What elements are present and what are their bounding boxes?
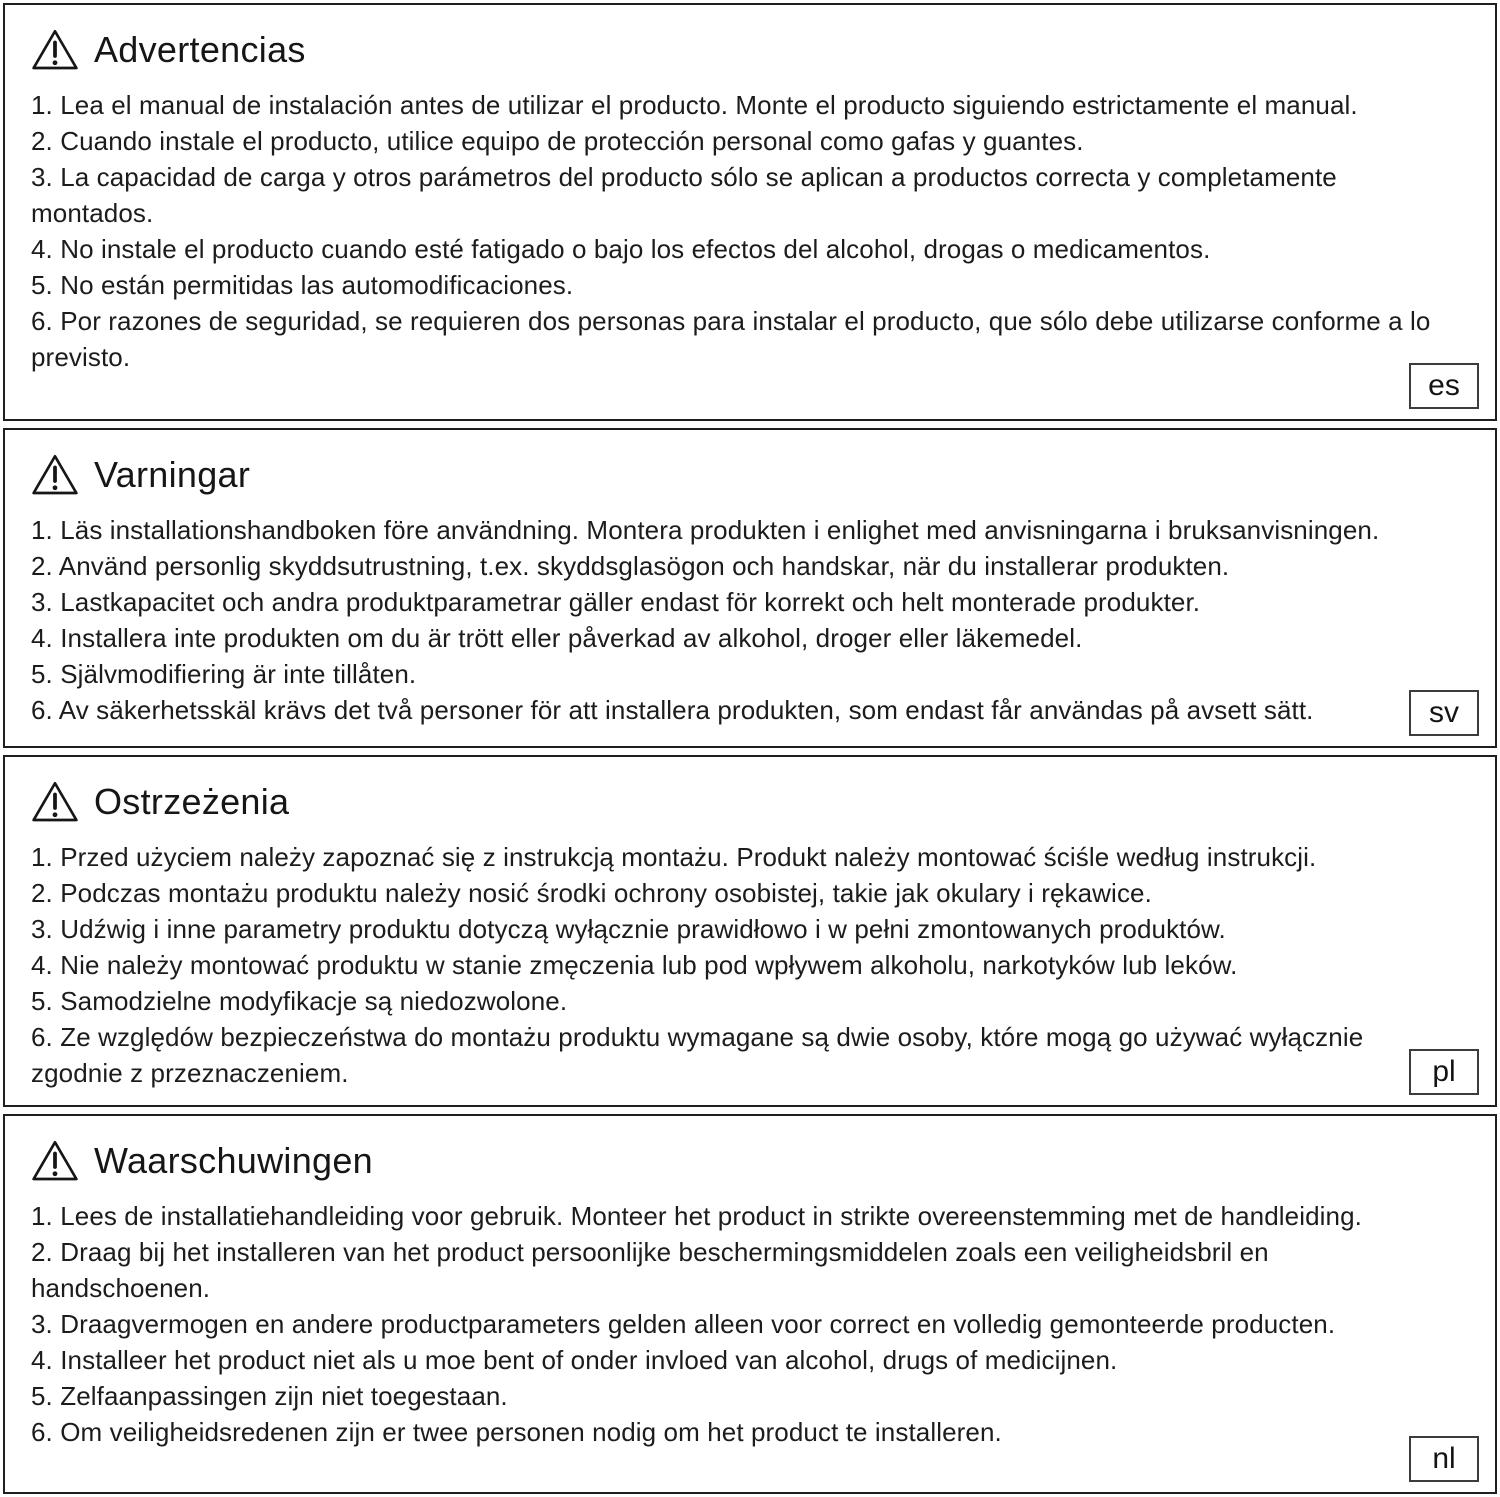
warning-list: [31, 512, 1483, 728]
language-badge: sv: [1409, 690, 1479, 736]
section-header: [31, 1136, 1483, 1186]
warning-list: [31, 87, 1483, 375]
warning-item: 1. Läs installationshandboken före användning. Montera produkten i enlighet med anvisningarna i bruksanvisningen.: [31, 515, 1380, 545]
warning-item: 5. Självmodifiering är inte tillåten.: [31, 659, 417, 689]
warning-section-pl: [3, 755, 1497, 1107]
warning-item: 1. Lees de installatiehandleiding voor gebruik. Monteer het product in strikte overeenstemming met de handleiding.: [31, 1201, 1362, 1231]
warning-section-nl: [3, 1114, 1497, 1494]
section-title: Ostrzeżenia: [94, 781, 290, 822]
language-badge: nl: [1409, 1436, 1479, 1482]
warning-item: 4. No instale el producto cuando esté fatigado o bajo los efectos del alcohol, drogas o medicamentos.: [31, 234, 1211, 264]
warning-item: 2. Draag bij het installeren van het product persoonlijke beschermingsmiddelen zoals een veiligheidsbril en handschoenen.: [31, 1237, 1269, 1303]
warning-item: 4. Installeer het product niet als u moe bent of onder invloed van alcohol, drugs of medicijnen.: [31, 1345, 1118, 1375]
warning-section-es: [3, 3, 1497, 421]
warning-triangle-icon: [31, 780, 79, 824]
warning-item: 6. Om veiligheidsredenen zijn er twee personen nodig om het product te installeren.: [31, 1417, 1002, 1447]
section-title: Waarschuwingen: [94, 1140, 373, 1181]
warning-item: 5. Samodzielne modyfikacje są niedozwolone.: [31, 986, 568, 1016]
language-badge: pl: [1409, 1049, 1479, 1095]
section-title: Advertencias: [94, 29, 306, 70]
warning-item: 3. Draagvermogen en andere productparameters gelden alleen voor correct en volledig gemonteerde producten.: [31, 1309, 1336, 1339]
language-badge: es: [1409, 363, 1479, 409]
warning-list: [31, 1198, 1483, 1450]
warning-item: 2. Använd personlig skyddsutrustning, t.ex. skyddsglasögon och handskar, när du installerar produkten.: [31, 551, 1230, 581]
warning-item: 3. Lastkapacitet och andra produktparametrar gäller endast för korrekt och helt monterade produkter.: [31, 587, 1201, 617]
warning-item: 6. Av säkerhetsskäl krävs det två personer för att installera produkten, som endast får användas på avsett sätt.: [31, 695, 1314, 725]
section-header: [31, 450, 1483, 500]
warning-item: 1. Lea el manual de instalación antes de utilizar el producto. Monte el producto siguiendo estrictamente el manual.: [31, 90, 1358, 120]
warning-triangle-icon: [31, 1139, 79, 1183]
warning-item: 5. Zelfaanpassingen zijn niet toegestaan.: [31, 1381, 508, 1411]
warning-item: 2. Podczas montażu produktu należy nosić środki ochrony osobistej, takie jak okulary i rękawice.: [31, 878, 1152, 908]
section-title: Varningar: [94, 454, 251, 495]
section-header: [31, 25, 1483, 75]
warning-triangle-icon: [31, 453, 79, 497]
warning-item: 4. Installera inte produkten om du är trött eller påverkad av alkohol, droger eller läkemedel.: [31, 623, 1083, 653]
section-header: [31, 777, 1483, 827]
warning-item: 2. Cuando instale el producto, utilice equipo de protección personal como gafas y guantes.: [31, 126, 1084, 156]
warning-item: 4. Nie należy montować produktu w stanie zmęczenia lub pod wpływem alkoholu, narkotyków lub leków.: [31, 950, 1238, 980]
warning-section-sv: [3, 428, 1497, 748]
warning-item: 1. Przed użyciem należy zapoznać się z instrukcją montażu. Produkt należy montować ściśle według instrukcji.: [31, 842, 1317, 872]
warning-item: 6. Ze względów bezpieczeństwa do montażu produktu wymagane są dwie osoby, które mogą go używać wyłącznie zgodnie z przeznaczeniem.: [31, 1022, 1364, 1088]
warning-list: [31, 839, 1483, 1091]
warning-item: 5. No están permitidas las automodificaciones.: [31, 270, 574, 300]
warning-item: 3. La capacidad de carga y otros parámetros del producto sólo se aplican a productos correcta y completamente montados.: [31, 162, 1337, 228]
warning-item: 3. Udźwig i inne parametry produktu dotyczą wyłącznie prawidłowo i w pełni zmontowanych produktów.: [31, 914, 1226, 944]
warning-triangle-icon: [31, 28, 79, 72]
warning-item: 6. Por razones de seguridad, se requieren dos personas para instalar el producto, que sólo debe utilizarse conforme a lo previsto.: [31, 306, 1431, 372]
